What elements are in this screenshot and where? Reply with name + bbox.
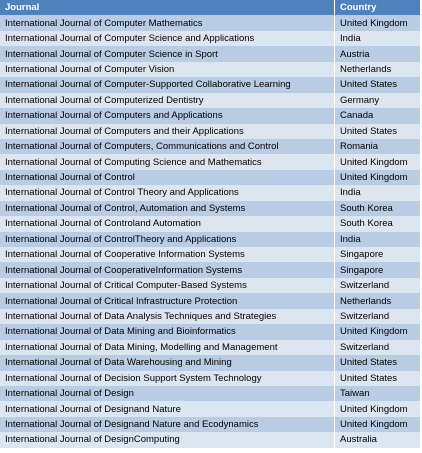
country-cell[interactable]: United States xyxy=(334,124,420,139)
country-cell[interactable]: United Kingdom xyxy=(334,170,420,185)
journal-cell[interactable]: International Journal of Computers and their Applications xyxy=(0,124,334,139)
journal-cell[interactable]: International Journal of Computer Science and Applications xyxy=(0,31,334,46)
journal-cell[interactable]: International Journal of Computing Science and Mathematics xyxy=(0,154,334,169)
table-row[interactable] xyxy=(0,154,420,169)
table-row[interactable] xyxy=(0,31,420,46)
country-cell[interactable]: Netherlands xyxy=(334,62,420,77)
journal-cell[interactable]: International Journal of Computers and Applications xyxy=(0,108,334,123)
journal-cell[interactable]: International Journal of Data Analysis Techniques and Strategies xyxy=(0,309,334,324)
table-row[interactable] xyxy=(0,216,420,231)
journal-cell[interactable]: International Journal of Design xyxy=(0,386,334,401)
country-cell[interactable]: India xyxy=(334,185,420,200)
table-row[interactable] xyxy=(0,46,420,61)
journal-cell[interactable]: International Journal of Computer Science in Sport xyxy=(0,46,334,61)
table-row[interactable] xyxy=(0,417,420,432)
table-row[interactable] xyxy=(0,170,420,185)
table-row[interactable] xyxy=(0,386,420,401)
journal-cell[interactable]: International Journal of Computer-Supported Collaborative Learning xyxy=(0,77,334,92)
country-cell[interactable]: Netherlands xyxy=(334,293,420,308)
table-row[interactable] xyxy=(0,262,420,277)
table-row[interactable] xyxy=(0,232,420,247)
table-row[interactable] xyxy=(0,371,420,386)
table-row[interactable] xyxy=(0,309,420,324)
country-cell[interactable]: United States xyxy=(334,371,420,386)
journal-cell[interactable]: International Journal of Cooperative Information Systems xyxy=(0,247,334,262)
country-cell[interactable]: United Kingdom xyxy=(334,401,420,416)
country-cell[interactable]: United Kingdom xyxy=(334,417,420,432)
journal-cell[interactable]: International Journal of DesignComputing xyxy=(0,432,334,447)
country-cell[interactable]: Germany xyxy=(334,93,420,108)
country-cell[interactable]: United States xyxy=(334,355,420,370)
country-cell[interactable]: Switzerland xyxy=(334,309,420,324)
country-cell[interactable]: Switzerland xyxy=(334,340,420,355)
journal-cell[interactable]: International Journal of Computer Mathematics xyxy=(0,15,334,30)
country-cell[interactable]: Australia xyxy=(334,432,420,447)
journal-cell[interactable]: International Journal of Designand Nature xyxy=(0,401,334,416)
country-cell[interactable]: Romania xyxy=(334,139,420,154)
table-row[interactable] xyxy=(0,247,420,262)
country-cell[interactable]: South Korea xyxy=(334,216,420,231)
journal-cell[interactable]: International Journal of Computer Vision xyxy=(0,62,334,77)
table-row[interactable] xyxy=(0,201,420,216)
journal-cell[interactable]: International Journal of Control, Automation and Systems xyxy=(0,201,334,216)
journal-cell[interactable]: International Journal of Control Theory and Applications xyxy=(0,185,334,200)
journal-cell[interactable]: International Journal of Data Mining and Bioinformatics xyxy=(0,324,334,339)
country-cell[interactable]: South Korea xyxy=(334,201,420,216)
country-column-header[interactable]: Country xyxy=(334,0,420,15)
journal-cell[interactable]: International Journal of Decision Support System Technology xyxy=(0,371,334,386)
table-row[interactable] xyxy=(0,62,420,77)
country-cell[interactable]: United Kingdom xyxy=(334,15,420,30)
table-row[interactable] xyxy=(0,278,420,293)
journal-cell[interactable]: International Journal of CooperativeInformation Systems xyxy=(0,262,334,277)
table-row[interactable] xyxy=(0,340,420,355)
journal-cell[interactable]: International Journal of Data Warehousing and Mining xyxy=(0,355,334,370)
header-row xyxy=(0,0,420,15)
journal-cell[interactable]: International Journal of Computerized Dentistry xyxy=(0,93,334,108)
table-row[interactable] xyxy=(0,355,420,370)
journal-cell[interactable]: International Journal of Critical Infrastructure Protection xyxy=(0,293,334,308)
table-row[interactable] xyxy=(0,108,420,123)
journal-cell[interactable]: International Journal of Designand Nature and Ecodynamics xyxy=(0,417,334,432)
journal-cell[interactable]: International Journal of ControlTheory and Applications xyxy=(0,232,334,247)
table-row[interactable] xyxy=(0,93,420,108)
country-cell[interactable]: United States xyxy=(334,77,420,92)
table-row[interactable] xyxy=(0,124,420,139)
table-row[interactable] xyxy=(0,432,420,447)
table-row[interactable] xyxy=(0,324,420,339)
table-row[interactable] xyxy=(0,185,420,200)
journal-cell[interactable]: International Journal of Controland Automation xyxy=(0,216,334,231)
country-cell[interactable]: India xyxy=(334,31,420,46)
journal-cell[interactable]: International Journal of Data Mining, Modelling and Management xyxy=(0,340,334,355)
journal-cell[interactable]: International Journal of Critical Computer-Based Systems xyxy=(0,278,334,293)
table-row[interactable] xyxy=(0,15,420,30)
table-row[interactable] xyxy=(0,293,420,308)
country-cell[interactable]: Singapore xyxy=(334,247,420,262)
table-row[interactable] xyxy=(0,401,420,416)
table-body xyxy=(0,15,420,447)
country-cell[interactable]: Austria xyxy=(334,46,420,61)
table-row[interactable] xyxy=(0,139,420,154)
country-cell[interactable]: Singapore xyxy=(334,262,420,277)
country-cell[interactable]: Taiwan xyxy=(334,386,420,401)
country-cell[interactable]: Switzerland xyxy=(334,278,420,293)
journal-column-header[interactable]: Journal xyxy=(0,0,334,15)
country-cell[interactable]: United Kingdom xyxy=(334,154,420,169)
journal-cell[interactable]: International Journal of Computers, Communications and Control xyxy=(0,139,334,154)
country-cell[interactable]: Canada xyxy=(334,108,420,123)
journal-cell[interactable]: International Journal of Control xyxy=(0,170,334,185)
country-cell[interactable]: United Kingdom xyxy=(334,324,420,339)
table-row[interactable] xyxy=(0,77,420,92)
country-cell[interactable]: India xyxy=(334,232,420,247)
